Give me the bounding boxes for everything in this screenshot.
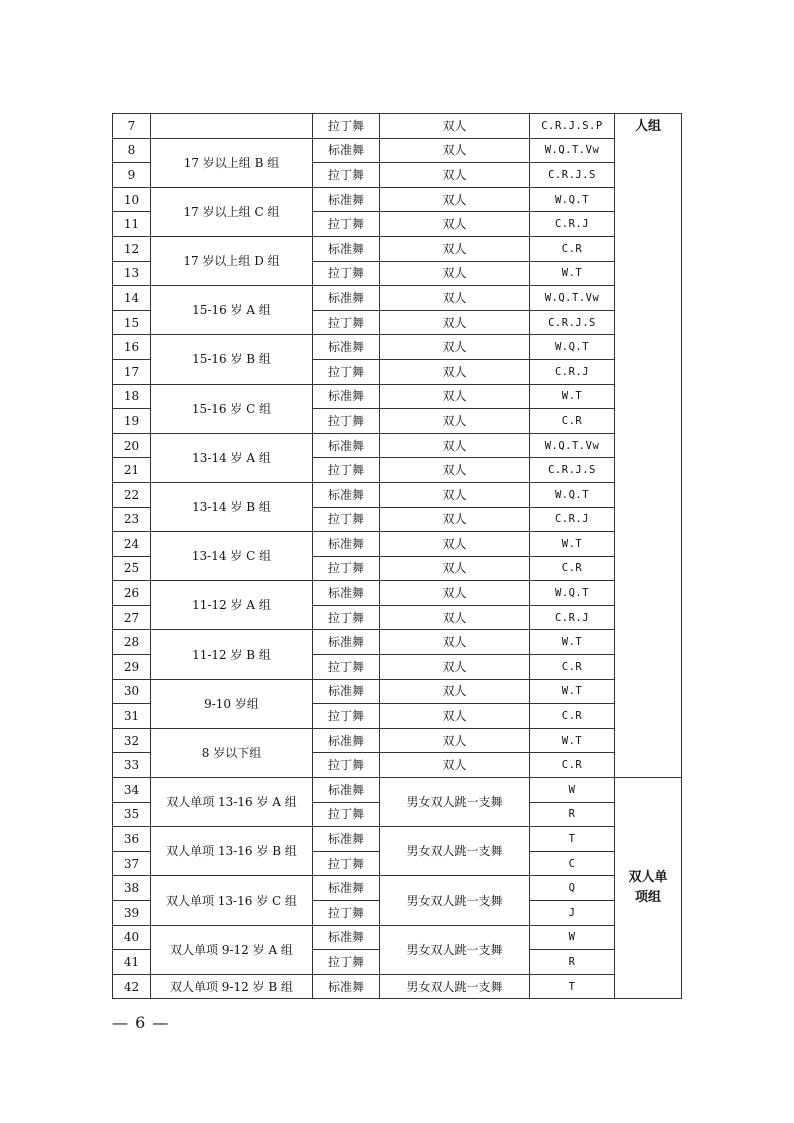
dance-type: 标准舞 (313, 728, 380, 753)
dance-codes: R (530, 950, 615, 975)
dance-codes: C.R.J (530, 359, 615, 384)
dance-type: 拉丁舞 (313, 310, 380, 335)
table-row (113, 433, 682, 458)
row-number: 37 (113, 851, 151, 876)
dance-type: 标准舞 (313, 482, 380, 507)
row-number: 35 (113, 802, 151, 827)
dance-codes: C.R.J.S (530, 310, 615, 335)
row-number: 17 (113, 359, 151, 384)
dance-form: 双人 (380, 384, 530, 409)
row-number: 7 (113, 114, 151, 139)
table-row (113, 778, 682, 803)
table-row (113, 581, 682, 606)
dance-form: 双人 (380, 556, 530, 581)
dance-codes: W.Q.T.Vw (530, 286, 615, 311)
dance-type: 标准舞 (313, 532, 380, 557)
table-row (113, 728, 682, 753)
table-row (113, 925, 682, 950)
row-number: 11 (113, 212, 151, 237)
dance-form: 双人 (380, 261, 530, 286)
row-number: 15 (113, 310, 151, 335)
dance-type: 拉丁舞 (313, 261, 380, 286)
row-number: 31 (113, 704, 151, 729)
dance-codes: W.T (530, 728, 615, 753)
dance-form: 双人 (380, 605, 530, 630)
group-name: 8 岁以下组 (151, 728, 313, 777)
row-number: 38 (113, 876, 151, 901)
row-number: 30 (113, 679, 151, 704)
table-row (113, 335, 682, 360)
dance-type: 标准舞 (313, 876, 380, 901)
group-name: 15-16 岁 B 组 (151, 335, 313, 384)
dance-type: 标准舞 (313, 827, 380, 852)
dance-type: 拉丁舞 (313, 950, 380, 975)
dance-type: 标准舞 (313, 581, 380, 606)
competition-table (112, 113, 682, 999)
dance-form: 双人 (380, 655, 530, 680)
group-name (151, 114, 313, 139)
group-name: 17 岁以上组 D 组 (151, 236, 313, 285)
dance-form: 双人 (380, 728, 530, 753)
dance-type: 拉丁舞 (313, 753, 380, 778)
dance-type: 标准舞 (313, 335, 380, 360)
row-number: 21 (113, 458, 151, 483)
row-number: 34 (113, 778, 151, 803)
dance-codes: C (530, 851, 615, 876)
dance-codes: W.T (530, 384, 615, 409)
dance-codes: C.R (530, 753, 615, 778)
page-number: — 6 — (112, 1013, 170, 1032)
dance-codes: W.Q.T.Vw (530, 138, 615, 163)
table-row (113, 187, 682, 212)
group-name: 15-16 岁 C 组 (151, 384, 313, 433)
table-row (113, 286, 682, 311)
group-name: 17 岁以上组 B 组 (151, 138, 313, 187)
dance-form: 双人 (380, 581, 530, 606)
dance-type: 拉丁舞 (313, 458, 380, 483)
dance-type: 标准舞 (313, 778, 380, 803)
dance-codes: C.R.J.S.P (530, 114, 615, 139)
dance-form: 双人 (380, 163, 530, 188)
dance-type: 标准舞 (313, 187, 380, 212)
dance-codes: T (530, 974, 615, 999)
dance-type: 拉丁舞 (313, 605, 380, 630)
group-name: 11-12 岁 A 组 (151, 581, 313, 630)
dance-codes: C.R (530, 236, 615, 261)
row-number: 32 (113, 728, 151, 753)
dance-form: 男女双人跳一支舞 (380, 925, 530, 974)
row-number: 16 (113, 335, 151, 360)
dance-type: 拉丁舞 (313, 507, 380, 532)
dance-type: 标准舞 (313, 925, 380, 950)
dance-codes: W.Q.T.Vw (530, 433, 615, 458)
row-number: 23 (113, 507, 151, 532)
dance-type: 标准舞 (313, 236, 380, 261)
dance-codes: C.R.J (530, 507, 615, 532)
table-row (113, 532, 682, 557)
dance-type: 标准舞 (313, 286, 380, 311)
dance-form: 双人 (380, 212, 530, 237)
dance-codes: C.R (530, 655, 615, 680)
table-row (113, 482, 682, 507)
row-number: 36 (113, 827, 151, 852)
dance-codes: C.R.J (530, 605, 615, 630)
dance-form: 双人 (380, 482, 530, 507)
row-number: 19 (113, 409, 151, 434)
dance-form: 男女双人跳一支舞 (380, 778, 530, 827)
dance-type: 拉丁舞 (313, 556, 380, 581)
row-number: 27 (113, 605, 151, 630)
dance-type: 拉丁舞 (313, 901, 380, 926)
dance-codes: W.Q.T (530, 187, 615, 212)
dance-codes: W.T (530, 630, 615, 655)
dance-form: 双人 (380, 114, 530, 139)
dance-codes: W (530, 778, 615, 803)
row-number: 40 (113, 925, 151, 950)
dance-codes: T (530, 827, 615, 852)
row-number: 41 (113, 950, 151, 975)
row-number: 24 (113, 532, 151, 557)
group-name: 双人单项 13-16 岁 C 组 (151, 876, 313, 925)
row-number: 42 (113, 974, 151, 999)
dance-form: 双人 (380, 138, 530, 163)
table-row (113, 974, 682, 999)
dance-type: 拉丁舞 (313, 655, 380, 680)
category-label: 双人单 项组 (615, 778, 682, 999)
group-name: 13-14 岁 B 组 (151, 482, 313, 531)
dance-type: 标准舞 (313, 679, 380, 704)
dance-type: 标准舞 (313, 384, 380, 409)
row-number: 18 (113, 384, 151, 409)
dance-codes: W.T (530, 261, 615, 286)
dance-form: 双人 (380, 187, 530, 212)
row-number: 13 (113, 261, 151, 286)
dance-form: 双人 (380, 458, 530, 483)
dance-codes: C.R (530, 704, 615, 729)
table-row (113, 114, 682, 139)
dance-form: 双人 (380, 704, 530, 729)
group-name: 双人单项 13-16 岁 B 组 (151, 827, 313, 876)
dance-type: 拉丁舞 (313, 409, 380, 434)
dance-form: 双人 (380, 310, 530, 335)
dance-type: 拉丁舞 (313, 212, 380, 237)
table-row (113, 827, 682, 852)
dance-type: 拉丁舞 (313, 802, 380, 827)
table-row (113, 679, 682, 704)
dance-form: 双人 (380, 335, 530, 360)
group-name: 9-10 岁组 (151, 679, 313, 728)
dance-codes: C.R.J.S (530, 163, 615, 188)
row-number: 22 (113, 482, 151, 507)
group-name: 双人单项 9-12 岁 B 组 (151, 974, 313, 999)
row-number: 14 (113, 286, 151, 311)
dance-form: 双人 (380, 433, 530, 458)
dance-codes: C.R (530, 409, 615, 434)
table-row (113, 876, 682, 901)
table-row (113, 384, 682, 409)
row-number: 28 (113, 630, 151, 655)
dance-codes: W.Q.T (530, 335, 615, 360)
dance-form: 男女双人跳一支舞 (380, 827, 530, 876)
dance-type: 拉丁舞 (313, 704, 380, 729)
group-name: 17 岁以上组 C 组 (151, 187, 313, 236)
dance-type: 标准舞 (313, 974, 380, 999)
dance-type: 标准舞 (313, 630, 380, 655)
dance-codes: Q (530, 876, 615, 901)
group-name: 15-16 岁 A 组 (151, 286, 313, 335)
dance-type: 拉丁舞 (313, 114, 380, 139)
dance-form: 双人 (380, 753, 530, 778)
dance-form: 双人 (380, 507, 530, 532)
dance-form: 双人 (380, 630, 530, 655)
table-row (113, 630, 682, 655)
dance-codes: C.R.J.S (530, 458, 615, 483)
dance-type: 标准舞 (313, 138, 380, 163)
dance-form: 男女双人跳一支舞 (380, 974, 530, 999)
dance-form: 双人 (380, 236, 530, 261)
dance-codes: W.T (530, 679, 615, 704)
dance-codes: W.T (530, 532, 615, 557)
group-name: 13-14 岁 A 组 (151, 433, 313, 482)
table-row (113, 236, 682, 261)
group-name: 13-14 岁 C 组 (151, 532, 313, 581)
dance-type: 拉丁舞 (313, 851, 380, 876)
dance-type: 标准舞 (313, 433, 380, 458)
dance-form: 双人 (380, 532, 530, 557)
row-number: 39 (113, 901, 151, 926)
row-number: 33 (113, 753, 151, 778)
row-number: 9 (113, 163, 151, 188)
dance-form: 双人 (380, 679, 530, 704)
group-name: 双人单项 9-12 岁 A 组 (151, 925, 313, 974)
dance-form: 双人 (380, 359, 530, 384)
dance-form: 双人 (380, 286, 530, 311)
row-number: 29 (113, 655, 151, 680)
row-number: 20 (113, 433, 151, 458)
dance-type: 拉丁舞 (313, 163, 380, 188)
dance-type: 拉丁舞 (313, 359, 380, 384)
dance-codes: W (530, 925, 615, 950)
table-row (113, 138, 682, 163)
row-number: 25 (113, 556, 151, 581)
group-name: 双人单项 13-16 岁 A 组 (151, 778, 313, 827)
category-label: 人组 (615, 114, 682, 778)
dance-form: 男女双人跳一支舞 (380, 876, 530, 925)
dance-form: 双人 (380, 409, 530, 434)
dance-codes: C.R (530, 556, 615, 581)
row-number: 26 (113, 581, 151, 606)
dance-codes: W.Q.T (530, 482, 615, 507)
dance-codes: C.R.J (530, 212, 615, 237)
row-number: 12 (113, 236, 151, 261)
row-number: 10 (113, 187, 151, 212)
dance-codes: W.Q.T (530, 581, 615, 606)
dance-codes: J (530, 901, 615, 926)
group-name: 11-12 岁 B 组 (151, 630, 313, 679)
row-number: 8 (113, 138, 151, 163)
dance-codes: R (530, 802, 615, 827)
